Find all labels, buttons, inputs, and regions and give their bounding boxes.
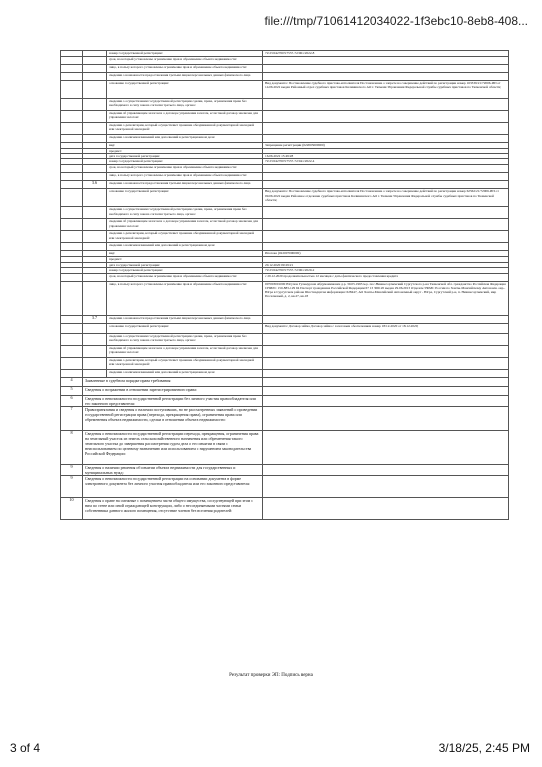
section-number-cell: [61, 181, 83, 189]
subsection-number: [83, 173, 107, 181]
section-label: Заявленные в судебном порядке права требования:: [83, 377, 263, 386]
table-row: [61, 369, 509, 377]
table-row: [61, 273, 509, 281]
section-number-cell: [61, 165, 83, 173]
field-value: [263, 73, 509, 81]
subsection-number: [83, 99, 107, 111]
section-number-cell: [61, 65, 83, 73]
section-label: Сведения о праве на смежные с помещением части общего имущества, соседствующей при этом с ним по стене или иной ограждающей конструкции, либо о несоединяемыми частями семьи собственника данного жилого помещения, отсутствие членов без вселения родителей:: [83, 497, 263, 519]
field-label: лицо, в пользу которого установлены ограничение прав и обременение объекта недвижимости:: [107, 65, 263, 73]
subsection-number: 3.7: [83, 315, 107, 323]
field-label: сведения о осуществлении государственной регистрации сделки, права, ограничения права без необходимого в силу закона согласия третьего лица, органа:: [107, 333, 263, 345]
section-number-cell: [61, 81, 83, 99]
field-label: сведения о возможности предоставления третьим лицам персональных данных физического лица: [107, 181, 263, 189]
section-number-cell: [61, 357, 83, 369]
field-value: 20.12.2020 09:29:21: [263, 262, 509, 267]
field-value: [263, 99, 509, 111]
table-row: [61, 281, 509, 315]
section-number-cell: [61, 219, 83, 231]
field-value: [263, 357, 509, 369]
subsection-number: [83, 135, 107, 143]
subsection-number: [83, 333, 107, 345]
section-label: Сведения о невозможности государственной регистрации перехода, прекращения, ограничения права на земельный участок из земель сельскохозяйственного назначения или обременения такого земельного участка до завершения рассмотрения судом дела о его изъятии в связи с неиспользованием по целевому назначению или использованием с нарушением законодательства Российской Федерации:: [83, 430, 263, 464]
section-number-cell: [61, 243, 83, 251]
subsection-number: 3.6: [83, 181, 107, 189]
section-number-cell: [61, 111, 83, 123]
subsection-number: [83, 165, 107, 173]
section-number-cell: [61, 369, 83, 377]
subsection-number: [83, 369, 107, 377]
section-value: [263, 497, 509, 519]
table-row: [61, 357, 509, 369]
subsection-number: [83, 57, 107, 65]
field-label: номер государственной регистрации:: [107, 159, 263, 165]
field-label: сведения о депозитарии, который осуществляет хранение обездвиженной документарной закладной или электронной закладной:: [107, 357, 263, 369]
field-value: [263, 243, 509, 251]
section-number: 9: [61, 475, 83, 497]
table-row: [61, 406, 509, 430]
table-row: [61, 173, 509, 181]
subsection-number: [83, 207, 107, 219]
table-row: [61, 315, 509, 323]
field-label: сведения о возможности предоставления третьим лицам персональных данных физического лица: [107, 315, 263, 323]
section-label: Правопритязания и сведения о наличии поступивших, но не рассмотренных заявлений о проведении государственной регистрации права (перехода, прекращения права), ограничения права или обременения объекта недвижимости, сделки в отношении объекта недвижимости:: [83, 406, 263, 430]
field-label: сведения о наличии изменений или дополнений в регистрационном деле:: [107, 369, 263, 377]
field-value: [263, 173, 509, 181]
section-value: [263, 430, 509, 464]
field-label: срок, на который установлены ограничение прав и обременение объекта недвижимости:: [107, 165, 263, 173]
field-label: предмет:: [107, 257, 263, 262]
field-label: лицо, в пользу которого установлены ограничение прав и обременение объекта недвижимости:: [107, 281, 263, 315]
table-row: [61, 165, 509, 173]
field-label: сведения о осуществлении государственной регистрации сделки, права, ограничения права без необходимого в силу закона согласия третьего лица, органа:: [107, 207, 263, 219]
section-number-cell: [61, 99, 83, 111]
field-label: дата государственной регистрации:: [107, 154, 263, 159]
field-label: сведения о депозитарии, который осуществляет хранение обездвиженной документарной закладной или электронной закладной:: [107, 123, 263, 135]
field-label: срок, на который установлены ограничение прав и обременение объекта недвижимости:: [107, 57, 263, 65]
field-value: [263, 369, 509, 377]
field-value: [263, 135, 509, 143]
table-row: [61, 345, 509, 357]
section-number-cell: [61, 173, 83, 181]
section-number: 6: [61, 395, 83, 406]
field-value: [263, 207, 509, 219]
field-value: 16.06.2022 15:49:28: [263, 154, 509, 159]
section-label: Сведения о наличии решения об изъятии объекта недвижимости для государственных и муниципальных нужд:: [83, 464, 263, 475]
field-label: основание государственной регистрации:: [107, 81, 263, 99]
section-number: 4: [61, 377, 83, 386]
subsection-number: [83, 323, 107, 333]
field-label: срок, на который установлены ограничение прав и обременение объекта недвижимости:: [107, 273, 263, 281]
section-number-cell: [61, 281, 83, 315]
table-row: [61, 111, 509, 123]
field-label: лицо, в пользу которого установлены ограничение прав и обременение объекта недвижимости:: [107, 173, 263, 181]
subsection-number: [83, 73, 107, 81]
field-value: Вид документа: Постановление судебного пристава-исполнителя Постановление о запрете на совершение действий по регистрации номер 62562/21/72006-ИП от 09.06.2022 выдан Районное отделение судебных приставов Калининского АО г. Тюмени Управления Федеральной службы судебных приставов по Тюменской области;: [263, 189, 509, 207]
table-row: [61, 386, 509, 395]
field-label: вид:: [107, 251, 263, 257]
print-datetime: 3/18/25, 2:45 PM: [438, 741, 530, 755]
table-row: [61, 323, 509, 333]
field-label: сведения о возможности предоставления третьим лицам персональных данных физического лица: [107, 73, 263, 81]
field-value: [263, 315, 509, 323]
field-value: Вид документа: Постановление судебного пристава-исполнителя Постановление о запрете на совершение действий по регистрации номер 163339/21/72006-ИП от 14.06.2022 выдан Районный отдел судебных приставов Калининского АО г. Тюмени Управления Федеральной службы судебных приставов по Тюменской области;: [263, 81, 509, 99]
section-number-cell: [61, 73, 83, 81]
page-number: 3 of 4: [10, 741, 41, 755]
table-row: [61, 123, 509, 135]
section-value: [263, 464, 509, 475]
field-label: сведения об управляющем залогом и о договоре управления залогом, если такой договор заключен для управления залогом:: [107, 111, 263, 123]
section-number-cell: [61, 231, 83, 243]
field-label: вид:: [107, 143, 263, 149]
subsection-number: [83, 123, 107, 135]
section-number-cell: [61, 273, 83, 281]
section-label: Сведения о невозможности государственной регистрации на основании документа в форме электронного документа без личного участия правообладателя или его законного представителя:: [83, 475, 263, 497]
egrn-extract-table: [60, 50, 509, 520]
table-row: [61, 475, 509, 497]
field-value: [263, 333, 509, 345]
subsection-number: [83, 345, 107, 357]
table-row: [61, 333, 509, 345]
table-row: [61, 464, 509, 475]
table-row: [61, 377, 509, 386]
table-row: [61, 219, 509, 231]
section-value: [263, 395, 509, 406]
subsection-number: [83, 219, 107, 231]
section-value: [263, 386, 509, 395]
field-value: 007003001000 Юсупов Гульмурзам Абдумаминович д.р. 30.05.1993 м.р. пос.Нижнесортымский Сургутского р-на Тюменской обл. гражданство Российская Федерация СНИЛС 150-883-129 94 Паспорт гражданина Российской Федерации 67 13 306120 выдан 29.06.2013 Отделом УФМС России по Ханты-Мансийскому Автономн. окр.-Югре в Сургутском районе Шестнадцатая информация: 628447, АО Ханты-Мансийский Автономный округ - Югра, Сургутский р-н, п. Нижнесортымский, мкр Поселковый, д. 2, кв.27, кв.18: [263, 281, 509, 315]
field-label: сведения об управляющем залогом и о договоре управления залогом, если такой договор заключен для управления залогом:: [107, 219, 263, 231]
section-value: [263, 377, 509, 386]
table-row: [61, 231, 509, 243]
subsection-number: [83, 243, 107, 251]
subsection-number: [83, 281, 107, 315]
table-row: [61, 243, 509, 251]
section-number: 8: [61, 430, 83, 464]
section-number: 5: [61, 386, 83, 395]
table-row: [61, 497, 509, 519]
field-value: Запрещение регистрации (022003000000): [263, 143, 509, 149]
field-value: 72:23:0427003:7557-72/061/2022-8: [263, 51, 509, 57]
field-value: [263, 123, 509, 135]
field-value: [263, 231, 509, 243]
table-row: [61, 65, 509, 73]
field-value: [263, 345, 509, 357]
field-label: номер государственной регистрации:: [107, 267, 263, 273]
section-value: [263, 406, 509, 430]
field-label: сведения о осуществлении государственной регистрации сделки, права, ограничения права без необходимого в силу закона согласия третьего лица, органа:: [107, 99, 263, 111]
field-label: сведения о наличии изменений или дополнений в регистрационном деле:: [107, 135, 263, 143]
field-value: [263, 165, 509, 173]
section-number: 10: [61, 497, 83, 519]
table-row: [61, 81, 509, 99]
section-number-cell: [61, 135, 83, 143]
section-number-cell: [61, 189, 83, 207]
subsection-number: [83, 81, 107, 99]
section-number-cell: [61, 333, 83, 345]
field-value: Ипотека (022007000000): [263, 251, 509, 257]
field-label: номер государственной регистрации:: [107, 51, 263, 57]
subsection-number: [83, 189, 107, 207]
field-label: сведения о депозитарии, который осуществляет хранение обездвиженной документарной закладной или электронной закладной:: [107, 231, 263, 243]
field-value: [263, 219, 509, 231]
table-row: [61, 189, 509, 207]
table-row: [61, 395, 509, 406]
table-row: [61, 207, 509, 219]
field-value: [263, 65, 509, 73]
page-url: file:///tmp/71061412034022-1f3ebc10-8eb8-408...: [264, 14, 528, 28]
section-number-cell: [61, 57, 83, 65]
field-value: Вид документа: Договор займа Договор займа с залоговым обеспечением номер 18/12-2020 от 18.12.2020;: [263, 323, 509, 333]
section-number-cell: [61, 315, 83, 323]
subsection-number: [83, 357, 107, 369]
section-label: Сведения о невозможности государственной регистрации без личного участия правообладателя или его законного представителя:: [83, 395, 263, 406]
table-row: [61, 57, 509, 65]
section-number-cell: [61, 207, 83, 219]
section-number-cell: [61, 345, 83, 357]
field-value: [263, 111, 509, 123]
field-label: основание государственной регистрации:: [107, 189, 263, 207]
table-row: [61, 135, 509, 143]
field-value: 72:23:0427003:7557-72/041/2022-4: [263, 159, 509, 165]
field-label: сведения о наличии изменений или дополнений в регистрационном деле:: [107, 243, 263, 251]
field-value: 72:23:0427003:7557-72/061/2020-2: [263, 267, 509, 273]
table-row: [61, 430, 509, 464]
field-label: предмет:: [107, 149, 263, 154]
signature-result: Результат проверки ЭП: Подпись верна: [229, 673, 313, 678]
section-number: 7: [61, 406, 83, 430]
section-number: 9: [61, 464, 83, 475]
subsection-number: [83, 273, 107, 281]
subsection-number: [83, 231, 107, 243]
field-value: [263, 57, 509, 65]
section-number-cell: [61, 123, 83, 135]
field-value: [263, 181, 509, 189]
field-label: основание государственной регистрации:: [107, 323, 263, 333]
field-label: сведения об управляющем залогом и о договоре управления залогом, если такой договор заключен для управления залогом:: [107, 345, 263, 357]
field-label: дата государственной регистрации:: [107, 262, 263, 267]
table-row: [61, 73, 509, 81]
subsection-number: [83, 65, 107, 73]
table-row: [61, 181, 509, 189]
section-number-cell: [61, 323, 83, 333]
field-value: с 29.12.2020 продолжительностью 12 месяцев с даты фактического предоставления кредита: [263, 273, 509, 281]
table-row: [61, 99, 509, 111]
section-label: Сведения о возражении в отношении зарегистрированного права:: [83, 386, 263, 395]
subsection-number: [83, 111, 107, 123]
section-value: [263, 475, 509, 497]
